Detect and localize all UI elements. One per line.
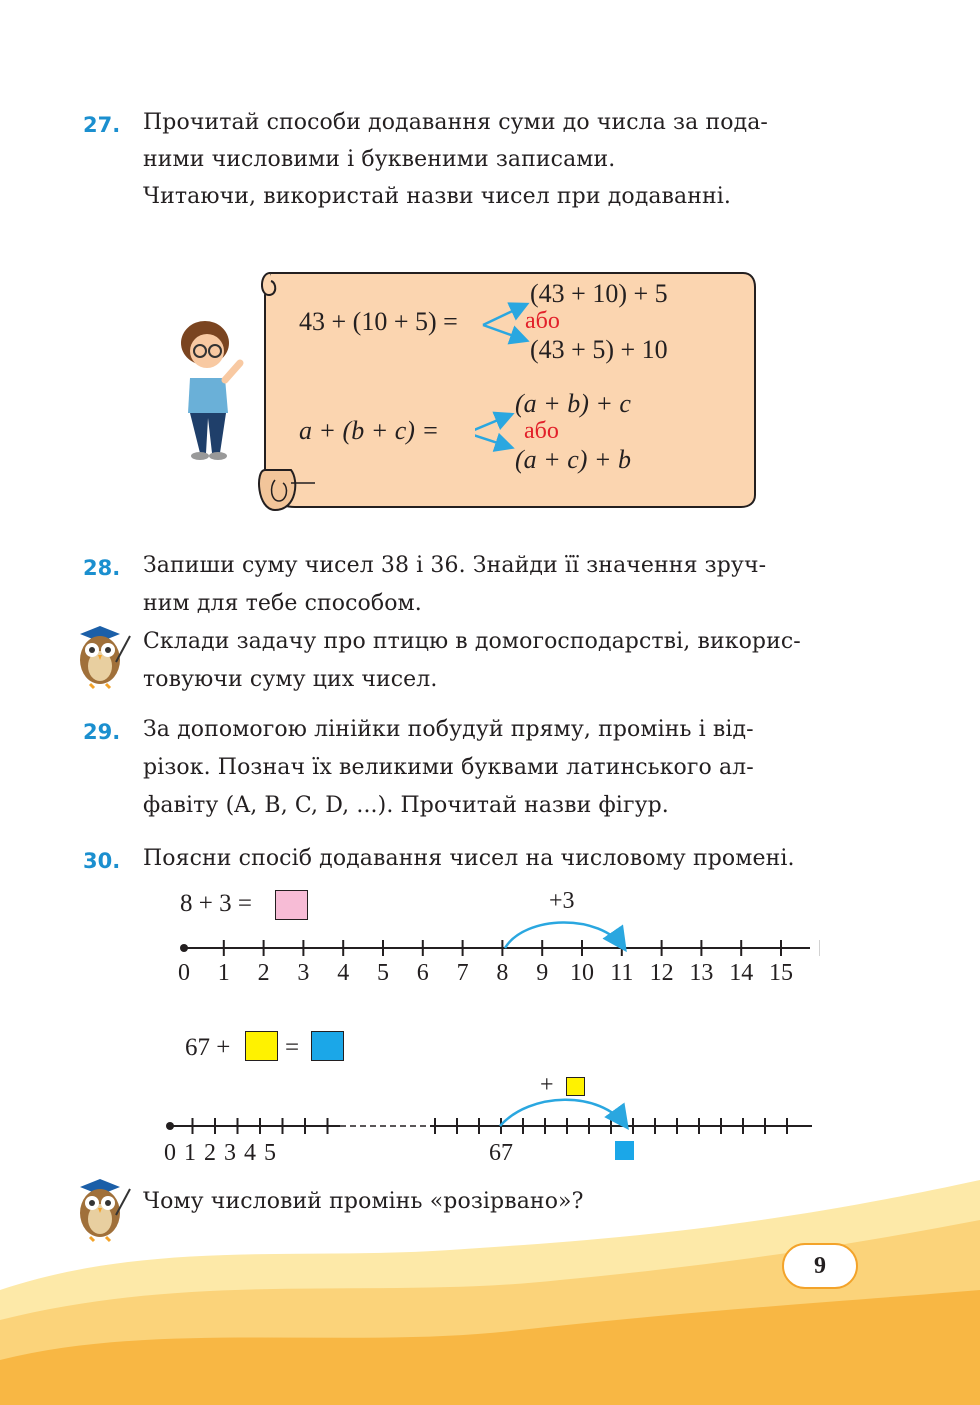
task28-line-1: Запиши суму чисел 38 і 36. Знайди її значення зруч- xyxy=(143,553,767,578)
ray1-tick-label: 1 xyxy=(217,960,230,986)
ray1-tick-label: 8 xyxy=(496,960,509,986)
ray1-tick-label: 5 xyxy=(377,960,389,986)
scroll-option-2a: (a + b) + c xyxy=(515,389,631,418)
equation-67-plus: 67 + xyxy=(185,1034,231,1061)
ray1-tick-label: 10 xyxy=(570,960,594,986)
task28-line-3: Склади задачу про птицю в домогосподарстві, викорис- xyxy=(143,629,801,654)
ray-2-blue-square xyxy=(615,1141,634,1160)
number-ray-2-label-67: 67 xyxy=(489,1140,513,1166)
scroll-option-1b: (43 + 5) + 10 xyxy=(530,335,668,364)
ray1-tick-label: 13 xyxy=(689,960,714,986)
page-number: 9 xyxy=(782,1243,858,1289)
ray1-tick-label: 3 xyxy=(297,960,310,986)
number-ray-2-broken xyxy=(160,1090,820,1140)
ray1-tick-label: 12 xyxy=(649,960,674,986)
task27-line-1: Прочитай способи додавання суми до числа за пода- xyxy=(143,110,768,135)
task27-line-3: Читаючи, використай назви чисел при додаванні. xyxy=(143,184,732,209)
jump-label-plus: + xyxy=(540,1072,554,1098)
sum-box-blue xyxy=(311,1031,344,1061)
task30-line-1: Поясни спосіб додавання чисел на числовому промені. xyxy=(143,846,795,871)
unknown-addend-box-yellow xyxy=(245,1031,278,1061)
task29-line-1: За допомогою лінійки побудуй пряму, промінь і від- xyxy=(143,717,754,742)
task28-line-4: товуючи суму цих чисел. xyxy=(143,667,438,692)
scroll-or-2: або xyxy=(524,418,559,444)
ray1-tick-label: 2 xyxy=(257,960,270,986)
ray1-tick-label: 6 xyxy=(416,960,429,986)
scroll-expression-letters: a + (b + c) = xyxy=(299,416,439,445)
branch-arrows-icon xyxy=(475,295,535,465)
ray1-tick-label: 7 xyxy=(456,960,469,986)
task29-line-2: різок. Познач їх великими буквами латинського ал- xyxy=(143,755,754,780)
number-ray-1 xyxy=(170,915,820,965)
owl-teacher-icon xyxy=(72,1175,134,1243)
scroll-expression-numeric: 43 + (10 + 5) = xyxy=(299,307,458,336)
scroll-option-2b: (a + c) + b xyxy=(515,445,631,474)
equation-8-plus-3: 8 + 3 = xyxy=(180,890,252,917)
task-number-30: 30. xyxy=(83,849,121,873)
ray1-tick-label: 9 xyxy=(536,960,549,986)
task27-line-2: ними числовими і буквеними записами. xyxy=(143,147,616,172)
owl-teacher-icon xyxy=(72,622,134,690)
task28-line-2: ним для тебе способом. xyxy=(143,591,422,616)
question-broken-ray: Чому числовий промінь «розірвано»? xyxy=(143,1189,584,1214)
ray1-tick-label: 0 xyxy=(178,960,190,986)
ray1-tick-label: 15 xyxy=(769,960,793,986)
scroll-or-1: або xyxy=(525,308,560,334)
boy-character-illustration xyxy=(170,318,250,463)
number-ray-2-start-labels: 0 1 2 3 4 5 xyxy=(164,1140,277,1166)
task-number-29: 29. xyxy=(83,720,121,744)
scroll-option-1a: (43 + 10) + 5 xyxy=(530,279,668,308)
ray1-tick-label: 11 xyxy=(610,960,634,986)
jump-label-plus-3: +3 xyxy=(549,888,575,914)
ray1-tick-label: 4 xyxy=(337,960,350,986)
task29-line-3: фавіту (A, B, C, D, ...). Прочитай назви фігур. xyxy=(143,793,669,818)
task-number-28: 28. xyxy=(83,556,121,580)
equation-equals: = xyxy=(285,1034,300,1061)
task-number-27: 27. xyxy=(83,113,121,137)
ray1-tick-label: 14 xyxy=(729,960,754,986)
